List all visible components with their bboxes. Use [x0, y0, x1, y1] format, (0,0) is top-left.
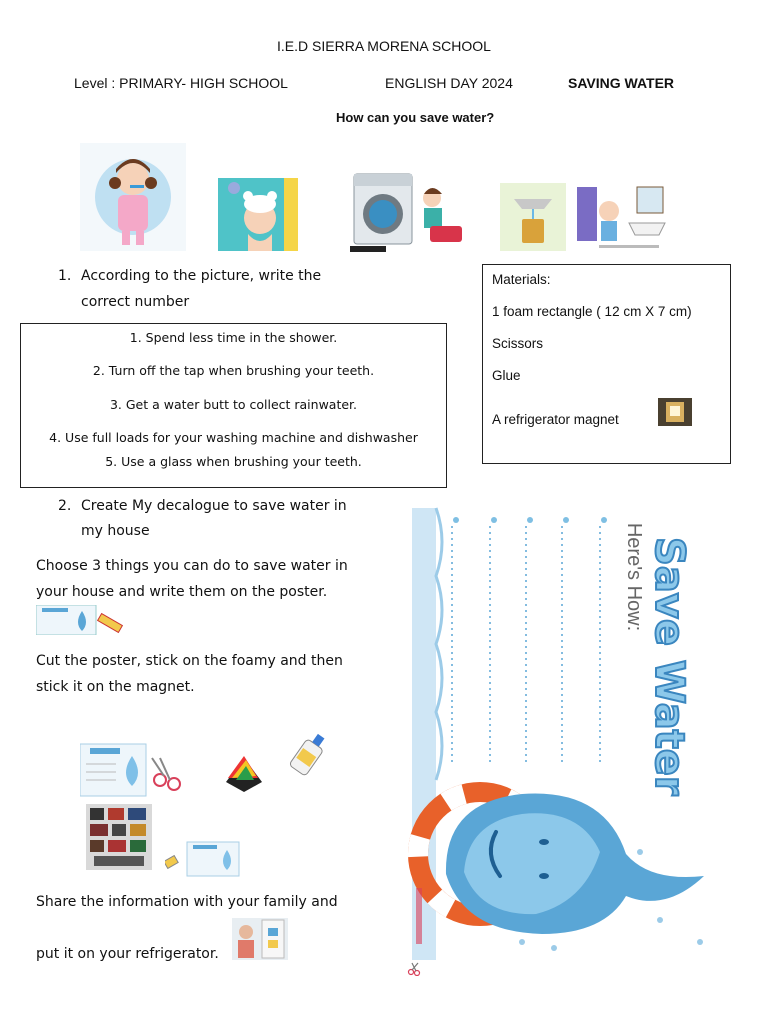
- fridge-magnets-photo: [86, 804, 152, 870]
- topic-label: SAVING WATER: [568, 75, 675, 91]
- event-label: ENGLISH DAY 2024: [385, 75, 513, 91]
- school-name: I.E.D SIERRA MORENA SCHOOL: [277, 38, 491, 54]
- material-foam: 1 foam rectangle ( 12 cm X 7 cm): [492, 304, 692, 319]
- refrigerator-photo: [232, 918, 288, 960]
- task1-number: 1.: [58, 268, 72, 284]
- cut-line1: Cut the poster, stick on the foamy and then: [36, 653, 343, 669]
- material-glue: Glue: [492, 368, 521, 383]
- choose-line2: your house and write them on the poster.: [36, 584, 328, 600]
- water-butt-illustration: [500, 183, 566, 251]
- poster-title: Save Water: [646, 537, 692, 796]
- question-heading: How can you save water?: [336, 110, 495, 125]
- foam-sheets-illustration: [222, 752, 266, 794]
- tip-1: 1. Spend less time in the shower.: [129, 330, 338, 345]
- scissors-cut-icon: [407, 962, 421, 976]
- mini-poster-icon: [36, 605, 126, 635]
- turn-off-tap-illustration: [573, 183, 673, 253]
- level-label: Level : PRIMARY- HIGH SCHOOL: [74, 75, 288, 91]
- task2-number: 2.: [58, 498, 72, 514]
- tip-3: 3. Get a water butt to collect rainwater.: [109, 397, 358, 412]
- task2-line1: Create My decalogue to save water in: [81, 498, 347, 514]
- tips-box: [20, 323, 447, 488]
- material-magnet: A refrigerator magnet: [492, 412, 619, 427]
- magnet-photo-icon: [658, 398, 692, 426]
- washing-machine-illustration: [350, 168, 470, 252]
- tip-2: 2. Turn off the tap when brushing your teeth.: [92, 363, 375, 378]
- material-scissors: Scissors: [492, 336, 544, 351]
- task1-line2: correct number: [81, 294, 190, 310]
- glue-bottle-illustration: [282, 730, 334, 780]
- poster-subtitle: Here's How:: [623, 522, 645, 632]
- shower-illustration: [218, 178, 298, 251]
- poster-and-scissors-illustration: [80, 740, 190, 800]
- glued-poster-illustration: [165, 840, 241, 878]
- share-line2: put it on your refrigerator.: [36, 946, 219, 962]
- tip-4: 4. Use full loads for your washing machine and dishwasher: [49, 430, 418, 445]
- choose-line1: Choose 3 things you can do to save water in: [36, 558, 348, 574]
- task2-line2: my house: [81, 523, 150, 539]
- cut-line2: stick it on the magnet.: [36, 679, 195, 695]
- task1-line1: According to the picture, write the: [81, 268, 322, 284]
- girl-brushing-teeth-illustration: [80, 143, 186, 251]
- materials-box: [482, 264, 731, 464]
- save-water-poster: [404, 502, 726, 964]
- share-line1: Share the information with your family and: [36, 894, 338, 910]
- tip-5: 5. Use a glass when brushing your teeth.: [105, 454, 362, 469]
- materials-title: Materials:: [492, 272, 551, 287]
